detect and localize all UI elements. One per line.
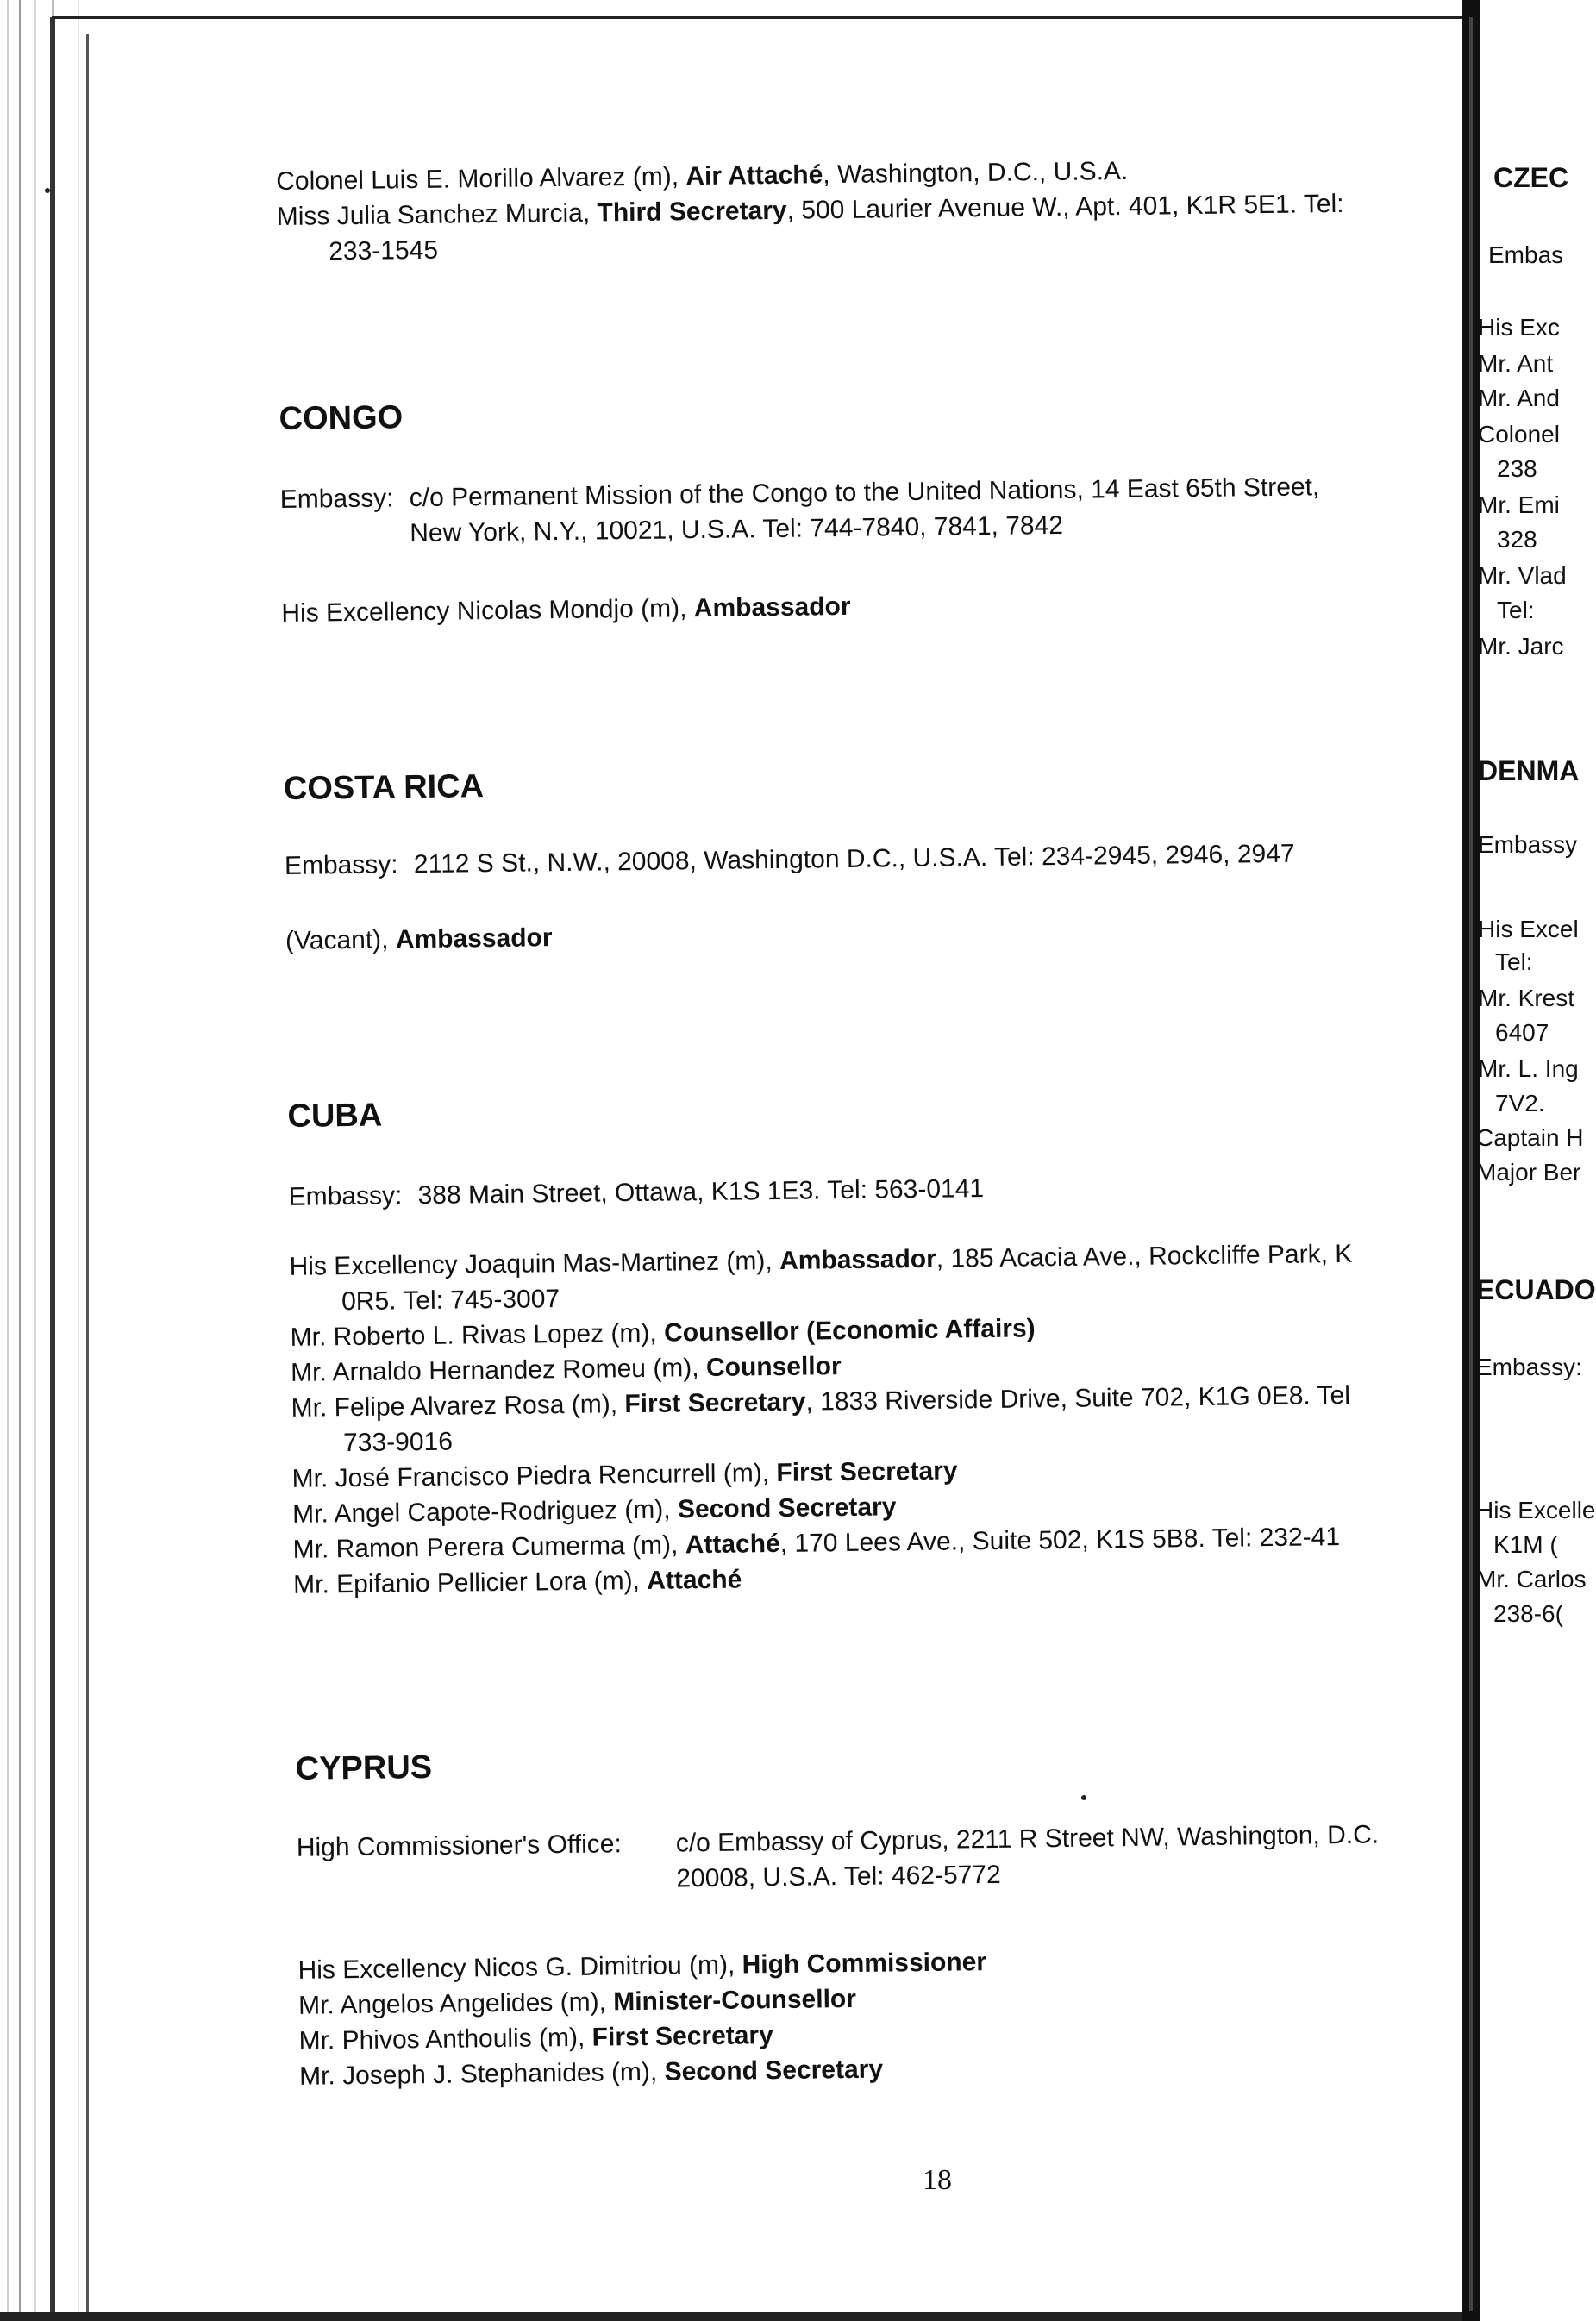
fragment-line: K1M ( bbox=[1493, 1531, 1558, 1558]
person-name: His Excellency Nicos G. Dimitriou (m), bbox=[297, 1950, 742, 1985]
section-heading: COSTA RICA bbox=[283, 768, 485, 807]
person-title: First Secretary bbox=[591, 2021, 773, 2052]
person-name: His Excellency Nicolas Mondjo (m), bbox=[281, 594, 695, 628]
embassy-line: 2112 S St., N.W., 20008, Washington D.C., U.S.A. Tel: 234-2945, 2946, 2947 bbox=[413, 839, 1295, 879]
person-title: Attaché bbox=[647, 1565, 742, 1595]
fragment-line: Tel: bbox=[1495, 948, 1533, 975]
person-name: His Excellency Joaquin Mas-Martinez (m), bbox=[289, 1246, 780, 1281]
embassy-address bbox=[285, 834, 1466, 884]
person-title: Second Secretary bbox=[664, 2055, 884, 2086]
embassy-label: Embassy: bbox=[284, 850, 398, 880]
embassy-line: 20008, U.S.A. Tel: 462-5772 bbox=[676, 1860, 1001, 1893]
person-address: , 1833 Riverside Drive, Suite 702, K1G 0E8. Tel bbox=[805, 1380, 1351, 1417]
person-title: Second Secretary bbox=[677, 1492, 897, 1524]
scan-speck bbox=[45, 188, 50, 193]
fragment-line: Embassy: bbox=[1476, 1354, 1582, 1380]
embassy-label: High Commissioner's Office: bbox=[296, 1830, 622, 1862]
person-address: , 170 Lees Ave., Suite 502, K1S 5B8. Tel: 232-41 bbox=[779, 1523, 1341, 1558]
person-name: Mr. Ramon Perera Cumerma (m), bbox=[292, 1530, 685, 1564]
fragment-line: His Exc bbox=[1478, 314, 1560, 341]
person-name: Mr. Angelos Angelides (m), bbox=[297, 1987, 614, 2020]
embassy-line: 388 Main Street, Ottawa, K1S 1E3. Tel: 563-0141 bbox=[417, 1174, 985, 1211]
fragment-line: Mr. L. Ing bbox=[1478, 1055, 1579, 1082]
section-heading: CUBA bbox=[287, 1097, 383, 1135]
fragment-line: Colonel bbox=[1478, 421, 1560, 447]
person-name: Colonel Luis E. Morillo Alvarez (m), bbox=[276, 162, 686, 196]
fragment-line: Mr. Emi bbox=[1478, 491, 1560, 518]
person-title: High Commissioner bbox=[742, 1948, 987, 1980]
person-address-continued: 733-9016 bbox=[342, 1427, 454, 1458]
person-name: Mr. José Francisco Piedra Rencurrell (m), bbox=[291, 1459, 777, 1493]
embassy-address bbox=[280, 467, 1462, 553]
fragment-line: His Excelle bbox=[1476, 1497, 1596, 1523]
person-title: Ambassador bbox=[693, 591, 851, 623]
person-address: , Washington, D.C., U.S.A. bbox=[823, 156, 1129, 190]
fragment-line: Embassy bbox=[1478, 831, 1578, 858]
section-costa-rica bbox=[284, 754, 1468, 959]
embassy-line: c/o Permanent Mission of the Congo to the United Nations, 14 East 65th Street, bbox=[409, 472, 1320, 513]
embassy-label: Embassy: bbox=[279, 484, 394, 514]
people-list bbox=[297, 1938, 1480, 2094]
section-congo bbox=[279, 385, 1462, 631]
embassy-address bbox=[297, 1816, 1479, 1901]
page-bottom-edge bbox=[0, 2312, 1466, 2321]
person-address-continued: 0R5. Tel: 745-3007 bbox=[341, 1285, 560, 1317]
fragment-line: Embas bbox=[1488, 241, 1564, 268]
page-top-edge bbox=[52, 16, 1466, 19]
person-title: Counsellor (Economic Affairs) bbox=[663, 1314, 1036, 1348]
fragment-line: 328 bbox=[1497, 526, 1537, 553]
embassy-line: New York, N.Y., 10021, U.S.A. Tel: 744-7840, 7841, 7842 bbox=[410, 510, 1064, 548]
person-title: Minister-Counsellor bbox=[613, 1984, 857, 2017]
fragment-heading: CZEC bbox=[1493, 162, 1569, 193]
person-title: Ambassador bbox=[395, 923, 553, 954]
embassy-value bbox=[676, 1817, 1380, 1897]
person-address-continued: 233-1545 bbox=[329, 235, 439, 266]
embassy-address bbox=[288, 1165, 1469, 1215]
person-address: , 185 Acacia Ave., Rockcliffe Park, K bbox=[936, 1239, 1353, 1273]
fragment-line: Tel: bbox=[1497, 597, 1535, 623]
embassy-line: c/o Embassy of Cyprus, 2211 R Street NW, Washington, D.C. bbox=[675, 1820, 1380, 1858]
person-title: Third Secretary bbox=[597, 196, 787, 228]
person-title: Air Attaché bbox=[685, 160, 823, 191]
person-name: Mr. Roberto L. Rivas Lopez (m), bbox=[290, 1318, 665, 1352]
person-name: Mr. Phivos Anthoulis (m), bbox=[298, 2023, 592, 2055]
binding-rule-inner bbox=[86, 34, 89, 2321]
section-cuba bbox=[287, 1082, 1474, 1603]
fragment-line: 238 bbox=[1497, 455, 1537, 482]
person-name: Mr. Angel Capote-Rodriguez (m), bbox=[291, 1495, 679, 1529]
person-name: Mr. Felipe Alvarez Rosa (m), bbox=[291, 1390, 625, 1423]
section-heading: CONGO bbox=[279, 399, 404, 437]
person-name: Mr. Joseph J. Stephanides (m), bbox=[298, 2057, 665, 2091]
fragment-line: Mr. Vlad bbox=[1478, 562, 1567, 589]
section-cyprus bbox=[295, 1735, 1480, 2094]
fragment-line: Major Ber bbox=[1476, 1159, 1581, 1186]
page-content bbox=[276, 149, 1480, 2094]
fragment-line: Mr. Ant bbox=[1478, 350, 1554, 377]
person-title: First Secretary bbox=[624, 1387, 806, 1419]
person-title: Counsellor bbox=[705, 1352, 842, 1383]
embassy-label: Embassy: bbox=[288, 1181, 403, 1211]
person-name: Miss Julia Sanchez Murcia, bbox=[276, 198, 598, 231]
binding-rule bbox=[50, 17, 55, 2321]
fragment-line: Captain H bbox=[1476, 1124, 1584, 1151]
fragment-line: 6407 bbox=[1495, 1019, 1549, 1046]
fragment-line: Mr. And bbox=[1478, 385, 1560, 411]
people-list bbox=[289, 1235, 1474, 1603]
facing-page-fragment bbox=[1476, 0, 1596, 2321]
section-heading: CYPRUS bbox=[295, 1749, 433, 1787]
fragment-line: 238-6( bbox=[1493, 1600, 1563, 1627]
fragment-line: Mr. Krest bbox=[1478, 985, 1575, 1011]
person-name: Mr. Arnaldo Hernandez Romeu (m), bbox=[290, 1354, 707, 1387]
fragment-heading: DENMA bbox=[1478, 755, 1580, 786]
person-name: Mr. Epifanio Pellicier Lora (m), bbox=[292, 1566, 648, 1599]
fragment-line: Mr. Jarc bbox=[1478, 633, 1564, 660]
fragment-line: 7V2. bbox=[1495, 1090, 1545, 1117]
person-name: (Vacant), bbox=[285, 925, 397, 955]
fragment-line: Mr. Carlos bbox=[1476, 1566, 1587, 1592]
person-entry bbox=[285, 909, 1467, 959]
person-title: First Secretary bbox=[776, 1456, 958, 1488]
person-title: Attaché bbox=[685, 1529, 780, 1560]
embassy-value bbox=[409, 469, 1320, 551]
page-number: 18 bbox=[923, 2164, 952, 2196]
person-title: Ambassador bbox=[779, 1244, 937, 1275]
fragment-heading: ECUADO bbox=[1476, 1274, 1596, 1305]
scanned-binding-edge bbox=[0, 0, 129, 2321]
fragment-line: His Excel bbox=[1478, 916, 1579, 942]
top-entries bbox=[276, 149, 1458, 270]
person-entry bbox=[281, 581, 1462, 631]
person-address: , 500 Laurier Avenue W., Apt. 401, K1R 5E1. Tel: bbox=[786, 189, 1344, 225]
